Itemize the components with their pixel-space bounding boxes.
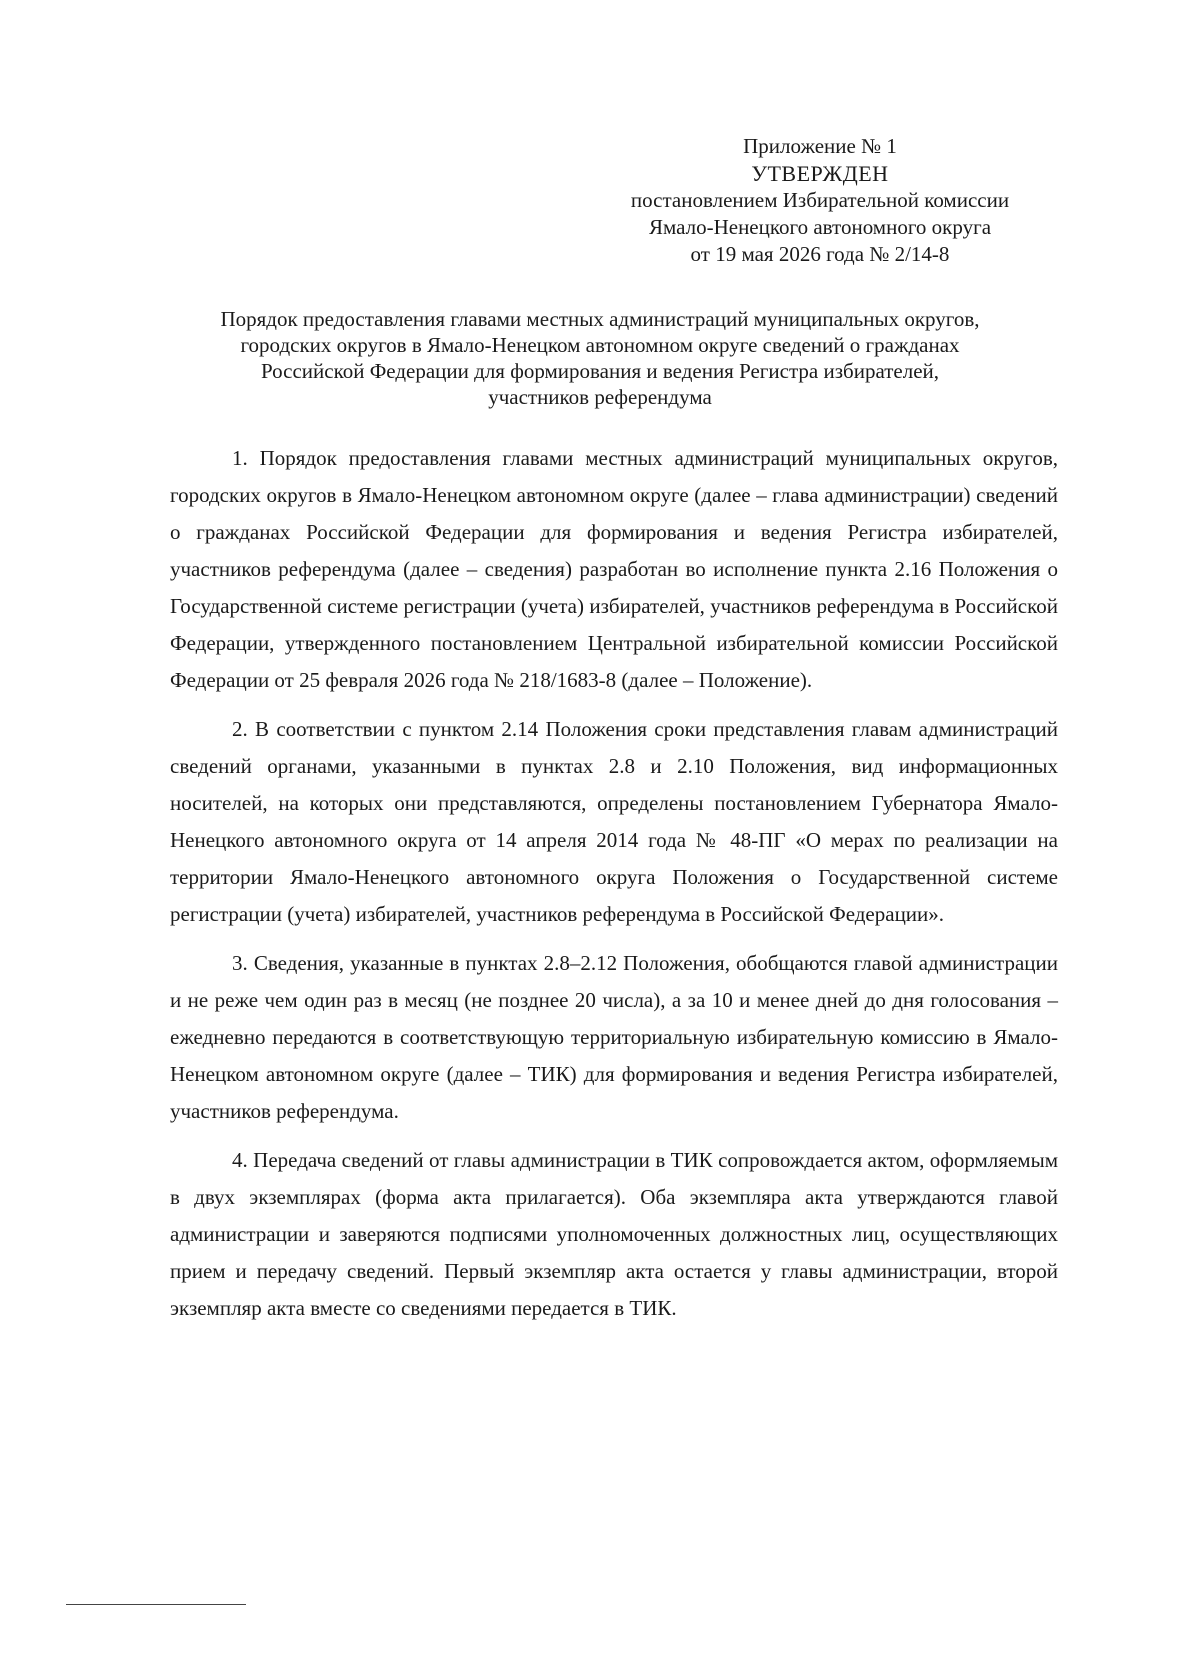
approved-heading: УТВЕРЖДЕН <box>751 161 889 186</box>
document-body <box>170 440 1058 1339</box>
appendix-number: Приложение № 1 <box>743 134 897 158</box>
approval-date-number: от 19 мая 2026 года № 2/14-8 <box>690 242 950 266</box>
title-line-1: Порядок предоставления главами местных администраций муниципальных округов, <box>220 307 980 331</box>
paragraph-1: 1. Порядок предоставления главами местных администраций муниципальных округов, городских округов в Ямало-Ненецком автономном округе (далее – глава администрации) сведений о гражданах Российской Федерации для формирования и ведения Регистра избирателей, участников референдума (далее – сведения) разработан во исполнение пункта 2.16 Положения о Государственной системе регистрации (учета) избирателей, участников референдума в Российской Федерации, утвержденного постановлением Центральной избирательной комиссии Российской Федерации от 25 февраля 2026 года № 218/1683-8 (далее – Положение). <box>170 446 1058 692</box>
title-line-3: Российской Федерации для формирования и ведения Регистра избирателей, <box>260 359 940 383</box>
footnote-divider <box>66 1604 246 1605</box>
paragraph-4: 4. Передача сведений от главы администрации в ТИК сопровождается актом, оформляемым в двух экземплярах (форма акта прилагается). Оба экземпляра акта утверждаются главой администрации и заверяются подписями уполномоченных должностных лиц, осуществляющих прием и передачу сведений. Первый экземпляр акта остается у главы администрации, второй экземпляр акта вместе со сведениями передается в ТИК. <box>170 1148 1058 1320</box>
approval-region: Ямало-Ненецкого автономного округа <box>648 215 992 239</box>
title-line-2: городских округов в Ямало-Ненецком автономном округе сведений о гражданах <box>240 333 960 357</box>
paragraph-2: 2. В соответствии с пунктом 2.14 Положения сроки представления главам администраций сведений органами, указанными в пунктах 2.8 и 2.10 Положения, вид информационных носителей, на которых они представляются, определены постановлением Губернатора Ямало-Ненецкого автономного округа от 14 апреля 2014 года № 48-ПГ «О мерах по реализации на территории Ямало-Ненецкого автономного округа Положения о Государственной системе регистрации (учета) избирателей, участников референдума в Российской Федерации». <box>170 717 1058 926</box>
document-title <box>140 306 1060 410</box>
paragraph-3: 3. Сведения, указанные в пунктах 2.8–2.12 Положения, обобщаются главой администрации и не реже чем один раз в месяц (не позднее 20 числа), а за 10 и менее дней до дня голосования – ежедневно передаются в соответствующую территориальную избирательную комиссию в Ямало-Ненецком автономном округе (далее – ТИК) для формирования и ведения Регистра избирателей, участников референдума. <box>170 951 1058 1123</box>
title-line-4: участников референдума <box>488 385 712 409</box>
approval-block <box>600 133 1040 268</box>
approval-decree: постановлением Избирательной комиссии <box>630 188 1010 212</box>
